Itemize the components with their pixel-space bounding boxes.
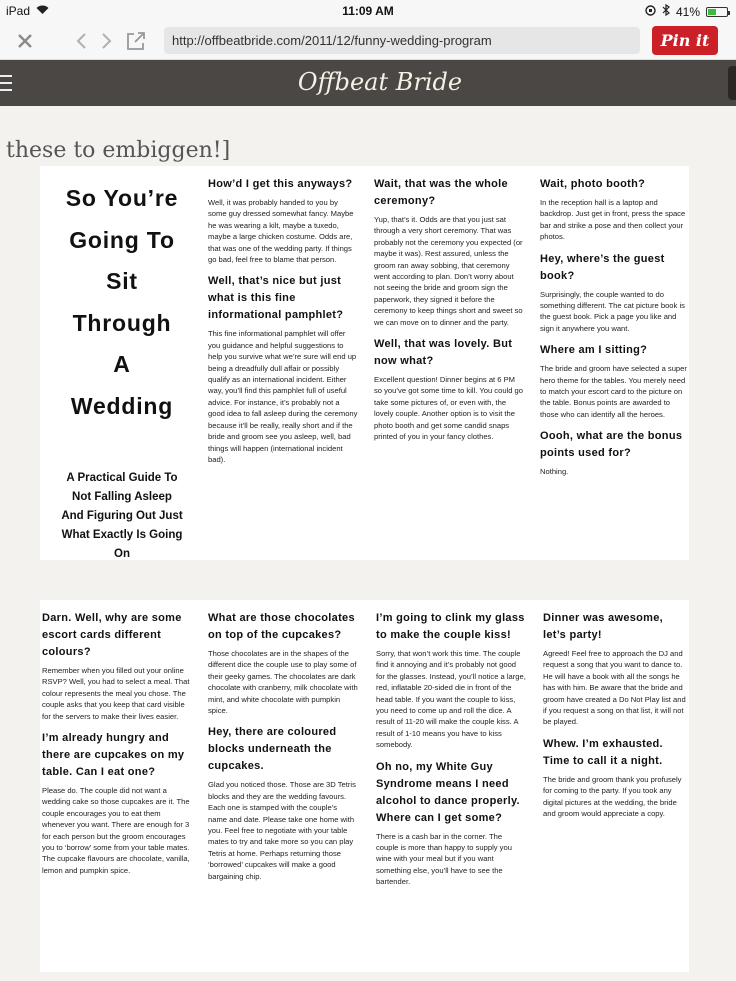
title-line: Through [72,309,172,336]
title-line: A [113,351,131,377]
clock: 11:09 AM [342,4,394,18]
close-icon[interactable] [12,28,38,54]
site-logo[interactable]: Offbeat Bride [297,68,463,96]
site-header [0,60,736,106]
rotation-lock-icon [645,5,656,19]
caption-text: these to embiggen!] [6,138,231,163]
subtitle-line: What Exactly Is Going [61,529,183,541]
heading: I’m going to clink my glass to make the couple kiss! [376,612,525,641]
forward-icon[interactable] [94,28,120,54]
title-line: So You’re [65,185,179,211]
title-line: Wedding [70,392,174,419]
heading: Darn. Well, why are some escort cards different colours? [42,612,182,658]
url-field[interactable]: http://offbeatbride.com/2011/12/funny-wedding-program [164,27,640,54]
paragraph: Nothing. [540,467,569,477]
column-4 [543,610,689,827]
paragraph: Please do. The couple did not want a wedding cake so those cupcakes are it. The couple encourages you to eat them whenever you want. There are enough for 3 for each person but the groom encourages you to ‘borrow’ some from your table mates. The cupcake flavours are chocolate, vanilla, lemon and pumpkin spice. [42,786,190,875]
share-icon[interactable] [123,28,149,54]
paragraph: The bride and groom have selected a super hero theme for the tables. You merely need to match your escort card to the picture on the table. Bonus points are awarded to those who can identify all the heroes. [540,364,687,419]
paragraph: Excellent question! Dinner begins at 6 PM so you’ve got some time to kill. You could go take some pictures of, or even with, the lovely couple. Another option is to visit the photo booth and get some candid snaps printed of you in your fancy clothes. [374,375,524,442]
program-page-2[interactable] [40,600,689,972]
heading: What are those chocolates on top of the cupcakes? [208,612,355,641]
heading: Oooh, what are the bonus points used for? [540,430,683,460]
program-cover [44,178,200,564]
subtitle-line: And Figuring Out Just [61,510,183,522]
paragraph: Sorry, that won’t work this time. The couple find it annoying and it’s probably not good for the glasses. Instead, you’ll notice a large, red, inflatable 20-sided die in front of the head table. If you want the couple to kiss, you need to come up and roll the dice. A result of 11-20 will make the couple kiss. A result of 1-10 means you have to kiss somebody. [376,649,526,750]
heading: Hey, where’s the guest book? [540,252,665,282]
bluetooth-icon [662,4,670,19]
column-2 [208,610,358,890]
heading: How’d I get this anyways? [208,178,353,190]
battery-icon [706,7,728,17]
battery-fill [708,9,716,15]
heading: Well, that’s nice but just what is this fine informational pamphlet? [208,275,344,322]
paragraph: Glad you noticed those. Those are 3D Tetris blocks and they are the wedding favours. Each one is stamped with the couple’s name and date. Please take one home with you. Feel free to negotiate with your table mates to try and take more so you can play Tetris at home. Perhaps returning those ‘borrowed’ cupcakes will make a good bargaining chip. [208,780,356,881]
paragraph: Yup, that’s it. Odds are that you just sat through a very short ceremony. That was probably not the ceremony you expected (or maybe it was). Rest assured, unless the groom ran away sobbing, that ceremony went according to plan. Don’t worry about not seeing the bride and groom sign the paperwork, they signed it before the ceremony to keep things short and sweet so we can move on to dinner and the party. [374,215,523,327]
heading: Oh no, my White Guy Syndrome means I need alcohol to dance properly. Where can I get some? [376,760,520,824]
paragraph: Well, it was probably handed to you by some guy dressed somewhat fancy. Maybe he was wearing a kilt, maybe a tuxedo, maybe a large chicken costume. Odds are, that was one of the wedding party. If things go bad, feel free to blame that person. [208,198,354,265]
heading: Wait, that was the whole ceremony? [374,178,508,207]
paragraph: Agreed! Feel free to approach the DJ and request a song that you want to dance to. He will have a book with all the songs he has with him. Be aware that the bride and groom have created a Do Not Play list and if you request a song on that list, it will not be played. [543,649,686,727]
heading: Whew. I’m exhausted. Time to call it a night. [543,737,663,767]
paragraph: There is a cash bar in the corner. The couple is more than happy to supply you wine with your meal but if you want something else, you’ll have to see the bartender. [376,831,512,887]
paragraph: This fine informational pamphlet will offer you guidance and helpful suggestions to help you survive what we’re sure will end up being a dreadfully dull affair or possibly qualify as an international incident. Either way, you’ll find this pamphlet full of useful advice. For instance, it’s probably not a good idea to fall asleep during the ceremony because it’ll be really, really short and if the bride and groom see you asleep, well, bad things will happen (international incident bad). [208,329,358,464]
paragraph: Surprisingly, the couple wanted to do something different. The cat picture book is the guest book. Pick a page you like and sign it anywhere you want. [540,289,685,333]
heading: Where am I sitting? [540,344,648,357]
column-1 [42,610,192,884]
browser-toolbar [0,22,736,60]
column-2 [208,176,358,473]
pin-it-button[interactable]: Pin it [652,26,718,55]
heading: Dinner was awesome, let’s party! [543,612,664,641]
column-3 [376,610,526,896]
title-line: Going To [69,226,175,253]
paragraph: Remember when you filled out your online RSVP? Well, you had to select a meal. That colour represents the meal you chose. The couple asks that you keep that card visible for the servers to make their lives easier. [42,666,190,721]
back-icon[interactable] [68,28,94,54]
paragraph: The bride and groom thank you profusely for coming to the party. If you took any digital pictures at the wedding, the bride and groom would appreciate a copy. [543,774,682,819]
column-4 [540,176,688,486]
program-page-1[interactable] [40,166,689,560]
scroll-handle [728,66,736,100]
title-line: Sit [106,268,138,294]
paragraph: Those chocolates are in the shapes of the different dice the couple use to play some of their geeky games. The chocolates are dark chocolate with cranberry, milk chocolate with mint, and white chocolate with pumpkin spice. [208,649,358,716]
device-name: iPad [6,4,31,18]
program-subtitle [44,469,200,564]
heading: I’m already hungry and there are cupcakes on my table. Can I eat one? [42,732,185,779]
battery-percent: 41% [675,4,700,19]
heading: Hey, there are coloured blocks underneath the cupcakes. [208,726,337,773]
heading: Well, that was lovely. But now what? [374,338,513,368]
heading: Wait, photo booth? [540,178,646,190]
paragraph: In the reception hall is a laptop and backdrop. Just get in front, press the space bar and strike a pose and then collect your photos. [540,198,686,242]
subtitle-line: On [114,548,130,560]
status-bar [0,0,736,22]
program-title [44,178,200,427]
subtitle-line: Not Falling Asleep [72,491,172,503]
subtitle-line: A Practical Guide To [66,472,178,484]
column-3 [374,176,524,451]
